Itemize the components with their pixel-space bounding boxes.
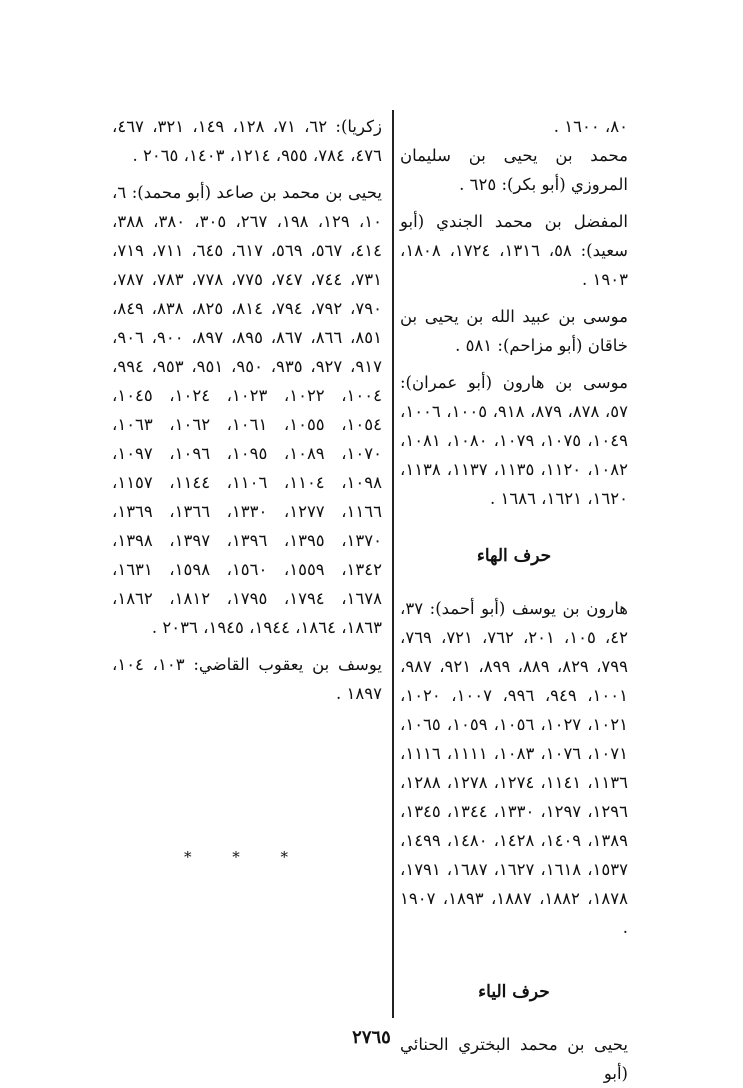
- index-entry: يحيى بن محمد البختري الحنائي (أبو: [400, 1035, 628, 1083]
- section-heading-yaa: حرف الياء: [478, 982, 550, 1002]
- index-entry: يوسف بن يعقوب القاضي: ١٠٣، ١٠٤، ١٨٩٧ .: [112, 655, 382, 703]
- index-entry: موسى بن عبيد الله بن يحيى بن خاقان (أبو مزاحم): ٥٨١ .: [400, 307, 628, 355]
- index-entry: ٨٠، ١٦٠٠ .: [553, 117, 628, 136]
- section-separator: * * *: [183, 848, 307, 866]
- index-entry: المفضل بن محمد الجندي (أبو سعيد): ٥٨، ١٣١٦، ١٧٢٤، ١٨٠٨، ١٩٠٣ .: [400, 212, 629, 289]
- index-entry: محمد بن يحيى بن سليمان المروزي (أبو بكر): ٦٢٥ .: [400, 146, 628, 194]
- column-divider: [392, 110, 394, 1018]
- section-heading-haa: حرف الهاء: [476, 546, 552, 566]
- index-entry: يحيى بن محمد بن صاعد (أبو محمد): ٦، ١٠، ١٢٩، ١٩٨، ٢٦٧، ٣٠٥، ٣٨٠، ٣٨٨، ٤١٤، ٥٦٧، ٥٦٩، ٦١٧، ٦٤٥، ٧١١، ٧١٩، ٧٣١، ٧٤٤، ٧٤٧، ٧٧٥، ٧٧٨، ٧٨٣، ٧٨٧، ٧٩٠، ٧٩٢، ٧٩٤، ٨١٤، ٨٢٥، ٨٣٨، ٨٤٩، ٨٥١، ٨٦٦، ٨٦٧، ٨٩٥، ٨٩٧، ٩٠٠، ٩٠٦، ٩١٧، ٩٢٧، ٩٣٥، ٩٥٠، ٩٥١، ٩٥٣، ٩٩٤، ١٠٠٤، ١٠٢٢، ١٠٢٣، ١٠٢٤، ١٠٤٥، ١٠٥٤، ١٠٥٥، ١٠٦١، ١٠٦٢، ١٠٦٣، ١٠٧٠، ١٠٨٩، ١٠٩٥، ١٠٩٦، ١٠٩٧، ١٠٩٨، ١١٠٤، ١١٠٦، ١١٤٤، ١١٥٧، ١١٦٦، ١٢٧٧، ١٣٣٠، ١٣٦٦، ١٣٦٩، ١٣٧٠، ١٣٩٥، ١٣٩٦، ١٣٩٧، ١٣٩٨، ١٣٤٢، ١٥٥٩، ١٥٦٠، ١٥٩٨، ١٦٣١، ١٦٧٨، ١٧٩٤، ١٧٩٥، ١٨١٢، ١٨٦٢، ١٨٦٣، ١٨٦٤، ١٩٤٤، ١٩٤٥، ٢٠٣٦ .: [112, 183, 382, 637]
- index-entry: هارون بن يوسف (أبو أحمد): ٣٧، ٤٢، ١٠٥، ٢٠١، ٧٦٢، ٧٢١، ٧٦٩، ٧٩٩، ٨٢٩، ٨٨٩، ٨٩٩، ٩٢١، ٩٨٧، ١٠٠١، ٩٤٩، ٩٩٦، ١٠٠٧، ١٠٢٠، ١٠٢١، ١٠٢٧، ١٠٥٦، ١٠٥٩، ١٠٦٥، ١٠٧١، ١٠٧٦، ١٠٨٣، ١١١١، ١١١٦، ١١٣٦، ١١٤١، ١٢٧٤، ١٢٧٨، ١٢٨٨، ١٢٩٦، ١٢٩٧، ١٣٣٠، ١٣٤٤، ١٣٤٥، ١٣٨٩، ١٤٠٩، ١٤٢٨، ١٤٨٠، ١٤٩٩، ١٥٣٧، ١٦١٨، ١٦٢٧، ١٦٨٧، ١٧٩١، ١٨٧٨، ١٨٨٢، ١٨٨٧، ١٨٩٣، ١٩٠٧ .: [400, 599, 629, 937]
- index-entry: موسى بن هارون (أبو عمران): ٥٧، ٨٧٨، ٨٧٩، ٩١٨، ١٠٠٥، ١٠٠٦، ١٠٤٩، ١٠٧٥، ١٠٧٩، ١٠٨٠، ١٠٨١، ١٠٨٢، ١١٢٠، ١١٣٥، ١١٣٧، ١١٣٨، ١٦٢٠، ١٦٢١، ١٦٨٦ .: [400, 373, 628, 508]
- page-number: ٢٧٦٥: [352, 1027, 391, 1048]
- left-column: [112, 112, 382, 708]
- right-column: [400, 112, 628, 1088]
- index-entry: زكريا): ٦٢، ٧١، ١٢٨، ١٤٩، ٣٢١، ٤٦٧، ٤٧٦، ٧٨٤، ٩٥٥، ١٢١٤، ١٤٠٣، ٢٠٦٥ .: [112, 117, 382, 165]
